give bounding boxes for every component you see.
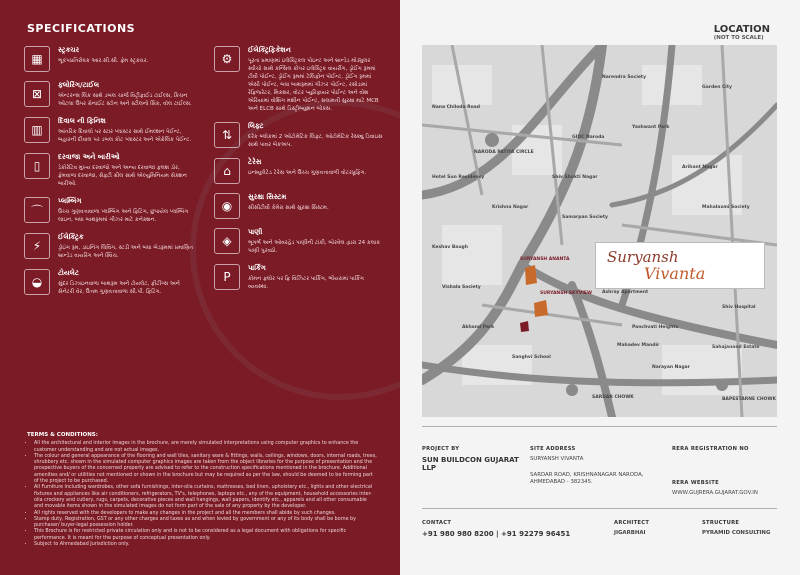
map-label-hotel-sun-residency: Hotel Sun Residency bbox=[432, 175, 485, 180]
wall-paint-icon: ▥ bbox=[24, 117, 50, 143]
spec-heading: પ્લમ્બિંગ bbox=[58, 197, 82, 205]
map-label-narendra-society: Narendra Society bbox=[602, 75, 647, 80]
spec-heading: ઈલેક્ટ્રિક bbox=[58, 233, 84, 241]
map-label-samarpan-society: Samarpan Society bbox=[562, 215, 608, 220]
spec-body: ડેકોરેટિવ મુખ્ય દરવાજો અને અન્ય દરવાજા ફ્લશ ડોર, ફ્રેમવાળા દરવાજા, સેફ્ટી ગ્રીલ સાથે એલ્યુમિનિયમ સેક્શન બારીઓ. bbox=[58, 165, 187, 187]
spec-body: એન્ટરન્સ લિંક સાથે ડબલ ચાર્જ વિટ્રીફાઈડ ટાઈલ્સ, કિચન ઓટલા ઉપર ગ્રેનાઈટ સ્ટોન અને સ્ટીલનો સિંક, વૉલ ટાઈલ્સ. bbox=[58, 93, 192, 107]
terms-item: • The colour and general appearance of the flooring and wall tiles, sanitary ware & fittings, walls, ceilings, windows, doors, internal roads, trees, shrubbery etc. shown in the simulated computer graphics images are taken from the object libraries for the purpose of presentation and the prospective buyers of the concerned property are advised to refer to the construction specifications mentioned in the brochure. Additional amenities and/ or utilities not mentioned or shown in the brochure but may be required as per the law, should be deemed to be forming part of the project to be purchased. bbox=[34, 454, 377, 485]
spec-item bbox=[24, 197, 194, 224]
spec-column-2 bbox=[214, 46, 384, 300]
map-label-vishala-society: Vishala Society bbox=[442, 285, 481, 290]
rera-website-link[interactable]: WWW.GUJRERA.GUJARAT.GOV.IN bbox=[672, 490, 758, 496]
map-label-akhand-park: Akhand Park bbox=[462, 325, 495, 330]
spec-body: ઉચ્ચ ગુણવત્તાવાળા પ્લમ્બિંગ અને ફિટિંગ, છુપાયેલ પ્લમ્બિંગ લાઇન, બધા બાથરૂમમાં ગીઝર માટે કનેક્શન. bbox=[58, 209, 189, 223]
location-heading bbox=[714, 24, 770, 41]
water-icon: ◈ bbox=[214, 228, 240, 254]
spec-heading: પાણી bbox=[248, 228, 263, 236]
spec-body: પૂરતા પ્રમાણમાં ઇલેક્ટ્રિકલ પોઇન્ટ અને બ્રાન્ડેડ મોડ્યુલર સ્વીચો સાથે કન્સિલ કોપર ઇલેક્ટ્રિક વાયરીંગ, ડ્રોઈંગ રૂમમાં ટીવી પોઈન્ટ, ડ્રોઈંગ રૂમમાં ટેલિફોન પોઈન્ટ, ડ્રોઈંગ રૂમમાં એસી પોઈન્ટ, બધા બાથરૂમમાં ગીઝર પોઈન્ટ, રસોડામાં રેફ્રિજરેટર, મિક્સર, વોટર પ્યુરિફાયર પોઈન્ટ અને વોશ એરિયામાં વોશિંગ મશીન પોઈન્ટ, સલામતી સુરક્ષા માટે MCB અને ELCB સાથે ડિસ્ટ્રીબ્યુશન બોક્સ. bbox=[248, 58, 379, 112]
spec-text bbox=[58, 269, 194, 296]
terrace-icon: ⌂ bbox=[214, 158, 240, 184]
spec-body: ભૂગર્ભ અને ઓવરહેડ પાણીની ટાંકી, બોરવેલ દ્વારા 24 કલાક પાણી પુરવઠો. bbox=[248, 240, 381, 254]
spec-item bbox=[214, 46, 384, 113]
project-by-block bbox=[422, 446, 522, 472]
spec-heading: દરવાજા અને બારીઓ bbox=[58, 153, 120, 161]
spec-text bbox=[58, 233, 194, 260]
structure-label: STRUCTURE bbox=[702, 520, 740, 526]
spec-heading: ટેરેસ bbox=[248, 158, 262, 166]
map-label-naroda-patiya: NARODA PATIYA CIRCLE bbox=[474, 150, 534, 155]
door-icon: ▯ bbox=[24, 153, 50, 179]
spec-item bbox=[214, 264, 384, 291]
spec-item bbox=[214, 193, 384, 219]
spec-item bbox=[24, 81, 194, 108]
logo-line-2: Vivanta bbox=[644, 264, 706, 283]
spec-body: ઇન્સ્યુલેટેડ ટેરેસ અને ઉચ્ચ ગુણવત્તાવાળી વોટરપ્રૂફિંગ. bbox=[248, 170, 367, 176]
spec-text bbox=[58, 81, 194, 108]
spec-item bbox=[214, 158, 384, 184]
project-by-value: SUN BUILDCON GUJARAT LLP bbox=[422, 456, 519, 472]
architect-block bbox=[614, 520, 684, 538]
spec-text bbox=[248, 158, 384, 184]
spec-heading: ફ્લોરિંગ/ટાઈલ bbox=[58, 81, 100, 89]
spec-heading: સ્ટ્રક્ચર bbox=[58, 46, 80, 54]
terms-item: • All rights reserved with the developers to make any changes in the project and all the members shall abide by such changes. bbox=[34, 511, 377, 517]
info-divider-bottom bbox=[422, 508, 777, 509]
site-address-block bbox=[530, 446, 650, 487]
lift-icon: ⇅ bbox=[214, 122, 240, 148]
terms-item: • All Furniture including wardrobes, other sofa furnishings, inter-olia curtains, mattresses, bed linen, upholstery etc., lights and other electrical fixtures and appliances like air conditioners, refrigerators, TV's, telephones, laptops etc., any of the equipment, household accessories inter-olia crockery and cutlery, rugs, carpets, decorative pieces and wall hangings, wall papers, identify etc., apparels and all other consumable and movable items shown in the simulated images do not form part of the sale of any property by the developer. bbox=[34, 485, 377, 510]
location-map bbox=[422, 45, 777, 417]
map-label-sanghvi-school: Sanghvi School bbox=[512, 355, 551, 360]
spec-item bbox=[24, 153, 194, 188]
plumbing-icon: ⌒ bbox=[24, 197, 50, 223]
spec-text bbox=[248, 46, 384, 113]
site-name: SURYANSH VIVANTA bbox=[530, 456, 584, 462]
map-label-ashray-apartment: Ashray Apartment bbox=[602, 290, 649, 295]
map-label-panchvati-heights: Panchvati Heights bbox=[632, 325, 679, 330]
spec-item bbox=[24, 117, 194, 144]
map-label-sahajanand-estate: Sahajanand Estate bbox=[712, 345, 760, 350]
spec-text bbox=[248, 228, 384, 255]
spec-body: આંતરિક દિવાલો પર સ્ટાર પ્લાસ્ટર સાથે ઈમલ્શન પેઈન્ટ, બહારની દીવાલ પર ડબલ કોટ પ્લાસ્ટર અને એક્રેલિક પેઈન્ટ. bbox=[58, 129, 192, 143]
terms-and-conditions bbox=[27, 432, 377, 548]
contact-phone[interactable]: +91 980 980 8200 | +91 92279 96451 bbox=[422, 530, 571, 538]
map-label-nana-chiloda-road: Nana Chiloda Road bbox=[432, 105, 480, 110]
spec-body: ડ્રોઇંગ રૂમ, ડાઇનિંગ લિવિંગ, સ્ટડી અને બધા બેડરૂમમાં પ્રમાણિત બ્રાન્ડેડ વાયરિંગ અને સ્વિચ. bbox=[58, 245, 194, 259]
spec-body: ભૂકંપપ્રતિરોધક આર.સી.સી. ફ્રેમ સ્ટ્રક્ચર. bbox=[58, 58, 149, 64]
spec-heading: સુરક્ષા સિસ્ટમ bbox=[248, 193, 287, 201]
structure-block bbox=[702, 520, 787, 538]
logo-line-1: Suryansh bbox=[607, 248, 679, 266]
specifications-title: SPECIFICATIONS bbox=[27, 22, 136, 35]
map-label-keshav-baugh: Keshav Baugh bbox=[432, 245, 468, 250]
terms-item: • All the architectural and interior images in the brochure, are merely simulated interpretations using computer graphics to enhance the customer understanding and are not actual images. bbox=[34, 441, 377, 454]
rera-registration-label: RERA REGISTRATION NO bbox=[672, 446, 749, 452]
map-label-bapestarne-chowk: BAPESTARNE CHOWK bbox=[722, 397, 776, 402]
spec-item bbox=[24, 233, 194, 260]
electrical-icon: ⚡ bbox=[24, 233, 50, 259]
spec-text bbox=[248, 193, 384, 219]
spec-heading: લિફ્ટ bbox=[248, 122, 264, 130]
building-icon: ▦ bbox=[24, 46, 50, 72]
terms-heading: TERMS & CONDITIONS: bbox=[27, 432, 98, 438]
security-icon: ◉ bbox=[214, 193, 240, 219]
contact-block bbox=[422, 520, 602, 538]
electrification-icon: ⚙ bbox=[214, 46, 240, 72]
spec-item bbox=[24, 269, 194, 296]
rera-website-label: RERA WEBSITE bbox=[672, 480, 719, 486]
map-label-suryansh-ananta: SURYANSH ANANTA bbox=[520, 257, 570, 262]
rera-block bbox=[672, 446, 782, 498]
map-label-shiv-shakti-nagar: Shiv Shakti Nagar bbox=[552, 175, 598, 180]
map-label-gidc: GIDC Naroda bbox=[572, 135, 605, 140]
info-divider-top bbox=[422, 426, 777, 427]
map-label-krishna-nagar: Krishna Nagar bbox=[492, 205, 529, 210]
spec-heading: દિવાલ ની ફિનિશ bbox=[58, 117, 106, 125]
terms-list bbox=[27, 441, 377, 548]
structure-value: PYRAMID CONSULTING bbox=[702, 530, 771, 536]
spec-item bbox=[24, 46, 194, 72]
map-label-garden-city: Garden City bbox=[702, 85, 732, 90]
spec-text bbox=[58, 153, 194, 188]
contact-label: CONTACT bbox=[422, 520, 452, 526]
suryansh-vivanta-logo bbox=[595, 242, 765, 289]
spec-heading: પાર્કિંગ bbox=[248, 264, 266, 272]
terms-item: • Subject to Ahmedabad Jurisdiction only. bbox=[34, 542, 377, 548]
spec-item bbox=[214, 228, 384, 255]
floor-tile-icon: ⊠ bbox=[24, 81, 50, 107]
spec-body: સુંદર ડિઝાઇનવાળા બાથરૂમ અને ટોયલેટ, ફીટીંગ્સ અને સેનેટરી વેર, ઉત્તમ ગુણવત્તાવાળા સી.પી. ફિટિંગ. bbox=[58, 281, 180, 295]
spec-text bbox=[58, 117, 194, 144]
spec-column-1 bbox=[24, 46, 194, 305]
terms-item: • This Brochure is for restricted private circulation only and is not to be considered as a legal document with obligations for specific performance. It is meant for the purpose of conceptual presentation only. bbox=[34, 529, 377, 542]
spec-body: કોમન ફ્લોર પર ફ્રિ વિઝિટર પાર્કિંગ, ભોંયરામાં પાર્કિંગ વ્યવસ્થા. bbox=[248, 276, 364, 290]
spec-text bbox=[248, 122, 384, 149]
terms-item: • Stamp duty, Registration, GST or any other charges and taxes as and when levied by government or any of its body shall be borne by purchaser/ buyer-legal possession holder. bbox=[34, 517, 377, 530]
toilet-icon: ◒ bbox=[24, 269, 50, 295]
map-label-yashwant-park: Yashwant Park bbox=[632, 125, 670, 130]
spec-text bbox=[58, 197, 194, 224]
spec-item bbox=[214, 122, 384, 149]
map-label-suryansh-skyview: SURYANSH SKYVIEW bbox=[540, 291, 592, 296]
map-label-sardar-chowk: SARDAR CHOWK bbox=[592, 395, 634, 400]
map-label-narayan-nagar: Narayan Nagar bbox=[652, 365, 690, 370]
location-title: LOCATION bbox=[713, 24, 770, 35]
site-address-label: SITE ADDRESS bbox=[530, 446, 576, 452]
architect-value: JIGARBHAI bbox=[614, 530, 646, 536]
road-network bbox=[422, 45, 777, 417]
project-by-label: PROJECT BY bbox=[422, 446, 460, 452]
parking-icon: P bbox=[214, 264, 240, 290]
map-label-shiv-hospital: Shiv Hospital bbox=[722, 305, 756, 310]
map-label-mahadev-mandir: Mahadev Mandir bbox=[617, 343, 660, 348]
spec-text bbox=[58, 46, 194, 72]
map-label-mahalaxmi-society: Mahalaxmi Society bbox=[702, 205, 750, 210]
map-label-arihant-nagar: Arihant Nagar bbox=[682, 165, 718, 170]
spec-heading: ઈલેક્ટ્રિફિકેશન bbox=[248, 46, 291, 54]
spec-text bbox=[248, 264, 384, 291]
spec-heading: ટોયલેટ bbox=[58, 269, 79, 277]
location-subtitle: (NOT TO SCALE) bbox=[713, 35, 764, 41]
spec-body: દરેક બ્લોકમાં 2 ઓટોમેટિક લિફ્ટ, ઓટોમેટિક રેસ્ક્યુ ડિવાઇસ સાથે પાવર બેકઅપ. bbox=[248, 134, 383, 148]
spec-body: સીસીટીવી કેમેરા સાથે સુરક્ષા સિસ્ટમ. bbox=[248, 205, 329, 211]
architect-label: ARCHITECT bbox=[614, 520, 650, 526]
site-address: SARDAR ROAD, KRISHNANAGAR NARODA, AHMEDABAD - 382345. bbox=[530, 471, 644, 485]
